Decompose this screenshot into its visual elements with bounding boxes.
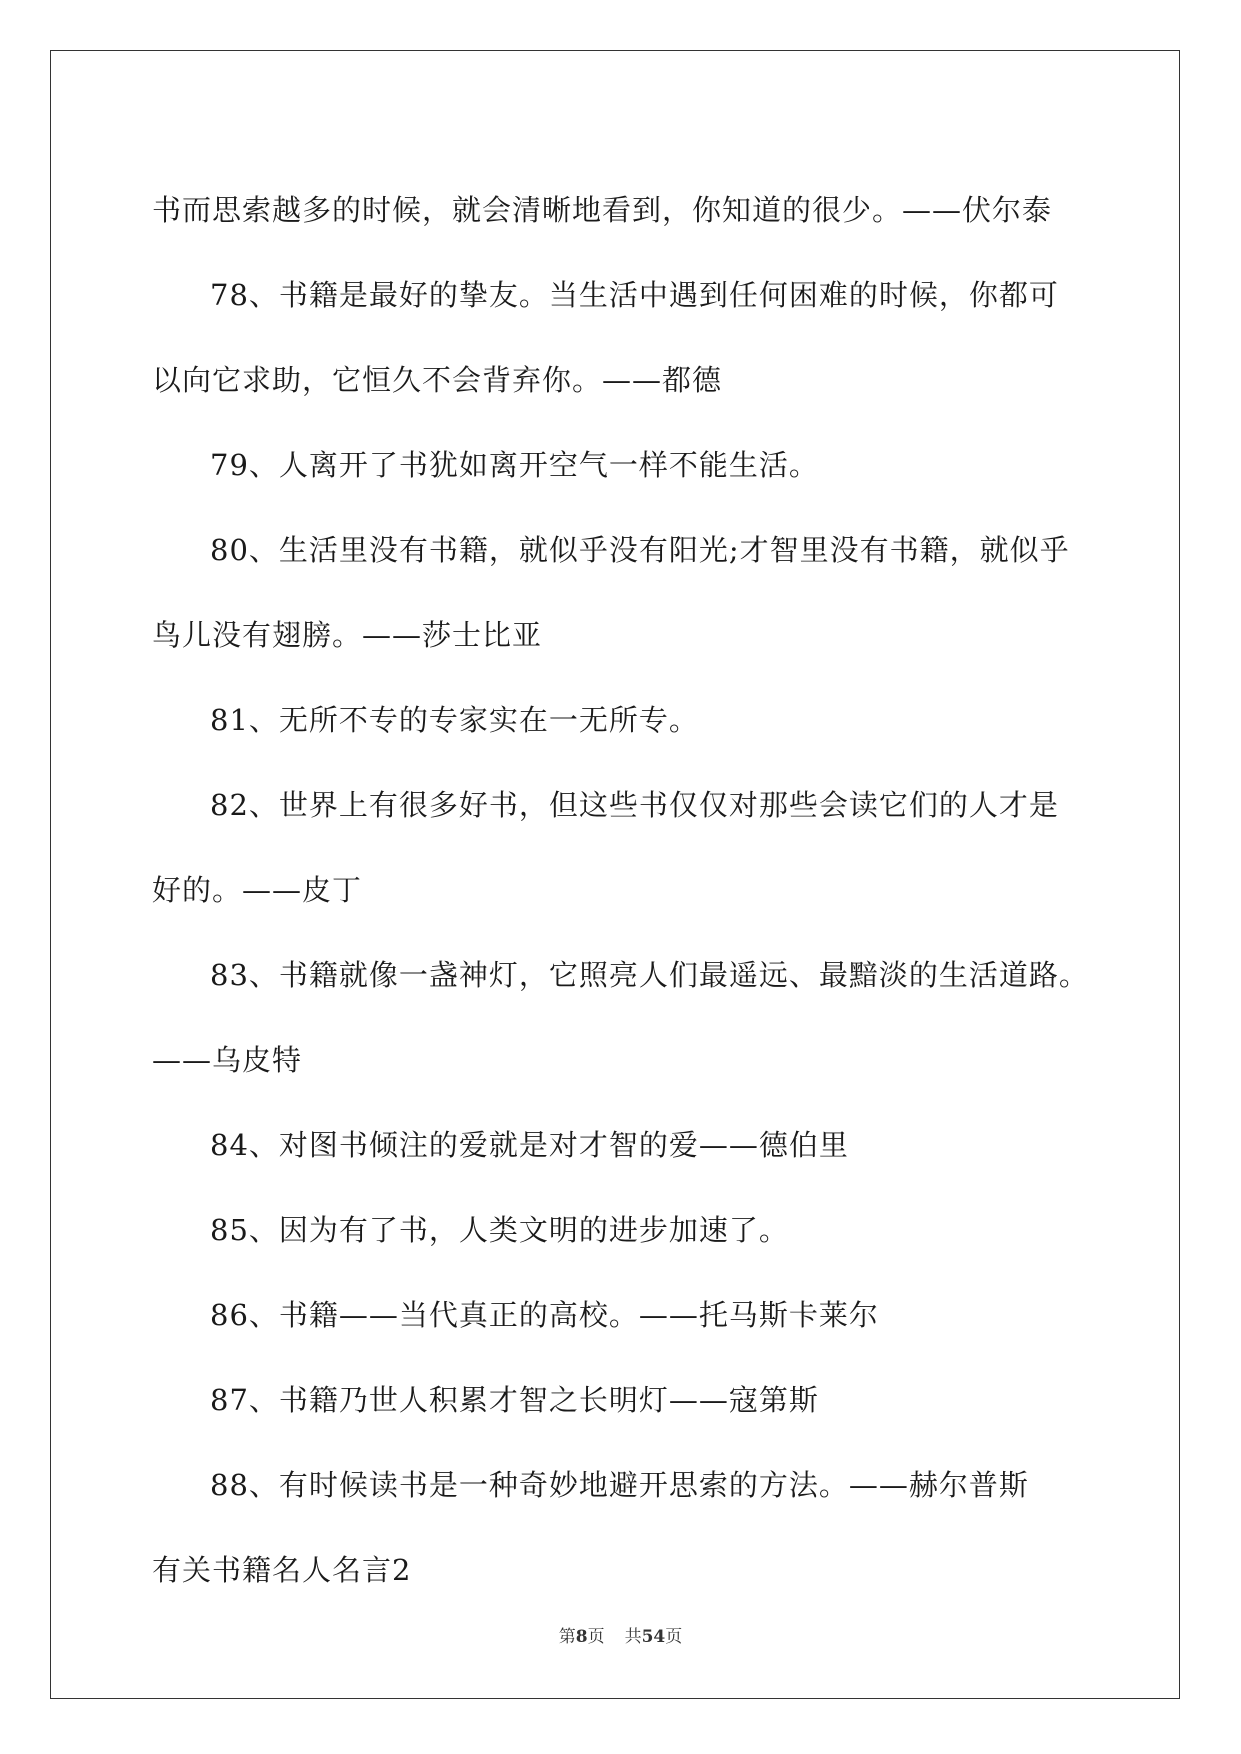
quote-line: 79、人离开了书犹如离开空气一样不能生活。 bbox=[210, 448, 819, 482]
page-suffix: 页 bbox=[587, 1627, 605, 1647]
quote-line: 82、世界上有很多好书，但这些书仅仅对那些会读它们的人才是 bbox=[210, 788, 1059, 822]
document-body bbox=[152, 168, 1092, 1613]
total-prefix: 共 bbox=[624, 1627, 642, 1647]
total-suffix: 页 bbox=[665, 1627, 683, 1647]
quote-line: 80、生活里没有书籍，就似乎没有阳光;才智里没有书籍，就似乎 bbox=[210, 533, 1070, 567]
page-footer bbox=[0, 1622, 1241, 1647]
quote-line: 鸟儿没有翅膀。——莎士比亚 bbox=[152, 618, 543, 652]
quote-line: 书而思索越多的时候，就会清晰地看到，你知道的很少。——伏尔泰 bbox=[152, 193, 1053, 227]
quote-line: 78、书籍是最好的挚友。当生活中遇到任何困难的时候，你都可 bbox=[210, 278, 1059, 312]
section-heading: 有关书籍名人名言2 bbox=[152, 1553, 412, 1587]
quote-line: 83、书籍就像一盏神灯，它照亮人们最遥远、最黯淡的生活道路。 bbox=[210, 958, 1089, 992]
page-prefix: 第 bbox=[558, 1627, 576, 1647]
page-total: 54 bbox=[641, 1627, 666, 1647]
quote-line: 87、书籍乃世人积累才智之长明灯——寇第斯 bbox=[210, 1383, 819, 1417]
quote-line: 88、有时候读书是一种奇妙地避开思索的方法。——赫尔普斯 bbox=[210, 1468, 1029, 1502]
page-current: 8 bbox=[575, 1627, 588, 1647]
quote-line: 好的。——皮丁 bbox=[152, 873, 363, 907]
quote-line: ——乌皮特 bbox=[152, 1043, 303, 1077]
quote-line: 84、对图书倾注的爱就是对才智的爱——德伯里 bbox=[210, 1128, 849, 1162]
quote-line: 以向它求助，它恒久不会背弃你。——都德 bbox=[152, 363, 723, 397]
quote-line: 81、无所不专的专家实在一无所专。 bbox=[210, 703, 699, 737]
quote-line: 86、书籍——当代真正的高校。——托马斯卡莱尔 bbox=[210, 1298, 879, 1332]
quote-line: 85、因为有了书，人类文明的进步加速了。 bbox=[210, 1213, 789, 1247]
